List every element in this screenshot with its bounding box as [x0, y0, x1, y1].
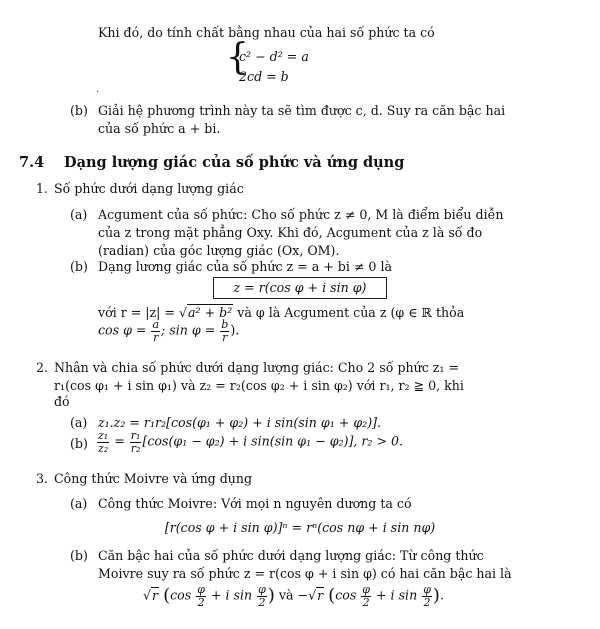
- frac-den: z₂: [98, 441, 109, 455]
- frac-num: φ: [423, 583, 431, 596]
- fraction-phi-over-2: [257, 584, 267, 608]
- plus-i-sin: + i sin: [206, 587, 257, 603]
- part-b-line2: của số phức a + bi.: [98, 121, 221, 136]
- end-dot: .: [439, 587, 444, 603]
- product-formula: z₁.z₂ = r₁r₂[cos(φ₁ + φ₂) + i sin(sin φ₁ + φ₂)].: [98, 415, 382, 430]
- fraction-phi-over-2: [422, 584, 432, 608]
- item3-b-line1: Căn bậc hai của số phức dưới dạng lượng giác: Từ công thức: [98, 548, 484, 563]
- frac-num: φ: [258, 583, 266, 596]
- cos-sin-line: [98, 319, 239, 343]
- item3-number: 3.: [36, 471, 49, 486]
- section-number: 7.4: [19, 154, 45, 171]
- item2-a-label: (a): [70, 415, 88, 430]
- item3-b-line2: Moivre suy ra số phức z = r(cos φ + i sin φ) có hai căn bậc hai là: [98, 566, 512, 581]
- sqrt-sign: √: [143, 587, 152, 603]
- item1-a-line1: Acgument của số phức: Cho số phức z ≠ 0, M là điểm biểu diễn: [98, 207, 504, 222]
- item3-title: Công thức Moivre và ứng dụng: [54, 471, 253, 486]
- modulus-text-post: và φ là Acgument của z (φ ∈ ℝ thỏa: [233, 305, 465, 320]
- fraction-r1-over-r2: [130, 430, 142, 454]
- equals-sign: =: [110, 433, 129, 449]
- part-b-line1: Giải hệ phương trình này ta sẽ tìm được c, d. Suy ra căn bậc hai: [98, 103, 506, 118]
- plus-i-sin: + i sin: [372, 587, 422, 603]
- item2-line2: r₁(cos φ₁ + i sin φ₁) và z₂ = r₂(cos φ₂ + i sin φ₂) với r₁, r₂ ≧ 0, khi: [54, 378, 464, 393]
- frac-den: 2: [197, 595, 205, 609]
- right-paren: ): [267, 585, 275, 606]
- system-eq1: c² − d² = a: [239, 49, 309, 64]
- frac-num: φ: [197, 583, 205, 596]
- quotient-formula: [96, 430, 403, 454]
- fraction-a-over-r: [151, 319, 160, 343]
- sqrt-r: r: [152, 587, 159, 603]
- item1-number: 1.: [36, 181, 49, 196]
- modulus-text-pre: với r = |z| =: [98, 305, 179, 320]
- sqrt-sign: √: [308, 587, 317, 603]
- item3-a-line1: Công thức Moivre: Với mọi n nguyên dương ta có: [98, 496, 412, 511]
- closing-paren: ).: [230, 322, 240, 338]
- cos-word: cos: [335, 587, 361, 603]
- part-b-label: (b): [70, 103, 88, 118]
- frac-den: r₂: [130, 441, 141, 455]
- item2-line1: Nhân và chia số phức dưới dạng lượng giác: Cho 2 số phức z₁ =: [54, 360, 460, 375]
- cos-word: cos: [170, 587, 196, 603]
- fraction-phi-over-2: [196, 584, 206, 608]
- fraction-b-over-r: [220, 319, 229, 343]
- frac-num: φ: [362, 583, 370, 596]
- item2-number: 2.: [36, 360, 49, 375]
- frac-den: 2: [362, 595, 370, 609]
- frac-num: z₁: [98, 429, 109, 442]
- intro-text: Khi đó, do tính chất bằng nhau của hai số phức ta có: [98, 25, 435, 40]
- frac-num: r₁: [130, 429, 141, 442]
- left-paren: (: [328, 585, 336, 606]
- frac-den: r: [153, 330, 159, 344]
- moivre-formula: [r(cos φ + i sin φ)]ⁿ = rⁿ(cos nφ + i sin nφ): [164, 520, 436, 535]
- stray-dot: .: [96, 84, 100, 95]
- item1-b-line1: Dạng lương giác của số phức z = a + bi ≠ 0 là: [98, 259, 392, 274]
- quotient-rest: [cos(φ₁ − φ₂) + i sin(sin φ₁ − φ₂)], r₂ > 0.: [142, 433, 404, 449]
- frac-den: r: [222, 330, 228, 344]
- left-paren: (: [163, 585, 171, 606]
- item1-a-line2: của z trong mặt phẳng Oxy. Khi đó, Acgument của z là số đo: [98, 225, 483, 240]
- sqrt-sign: √: [179, 305, 188, 320]
- section-title: Dạng lượng giác của số phức và ứng dụng: [64, 154, 405, 171]
- left-brace: {: [226, 37, 249, 78]
- item3-b-label: (b): [70, 548, 88, 563]
- right-paren: ): [432, 585, 440, 606]
- frac-den: 2: [423, 595, 431, 609]
- item2-b-label: (b): [70, 436, 88, 451]
- item1-title: Số phức dưới dạng lượng giác: [54, 181, 244, 196]
- item1-a-label: (a): [70, 207, 88, 222]
- sqrt-radicand: a² + b²: [188, 305, 233, 320]
- item2-line3: đó: [54, 394, 70, 409]
- fraction-z1-over-z2: [97, 430, 109, 454]
- system-eq2: 2cd = b: [239, 69, 289, 84]
- cos-phi-eq: cos φ =: [98, 322, 151, 338]
- minus-sign: −: [297, 587, 309, 603]
- square-roots-formula: [143, 583, 444, 609]
- frac-num: a: [152, 318, 160, 331]
- frac-den: 2: [258, 595, 266, 609]
- boxed-trig-form: z = r(cos φ + i sin φ): [213, 277, 387, 299]
- sin-phi-eq: ; sin φ =: [161, 322, 220, 338]
- frac-num: b: [221, 318, 229, 331]
- item1-b-label: (b): [70, 259, 88, 274]
- and-word: và: [278, 587, 298, 603]
- sqrt-r: r: [317, 587, 324, 603]
- fraction-phi-over-2: [361, 584, 371, 608]
- item3-a-label: (a): [70, 496, 88, 511]
- item1-a-line3: (radian) của góc lượng giác (Ox, OM).: [98, 243, 340, 258]
